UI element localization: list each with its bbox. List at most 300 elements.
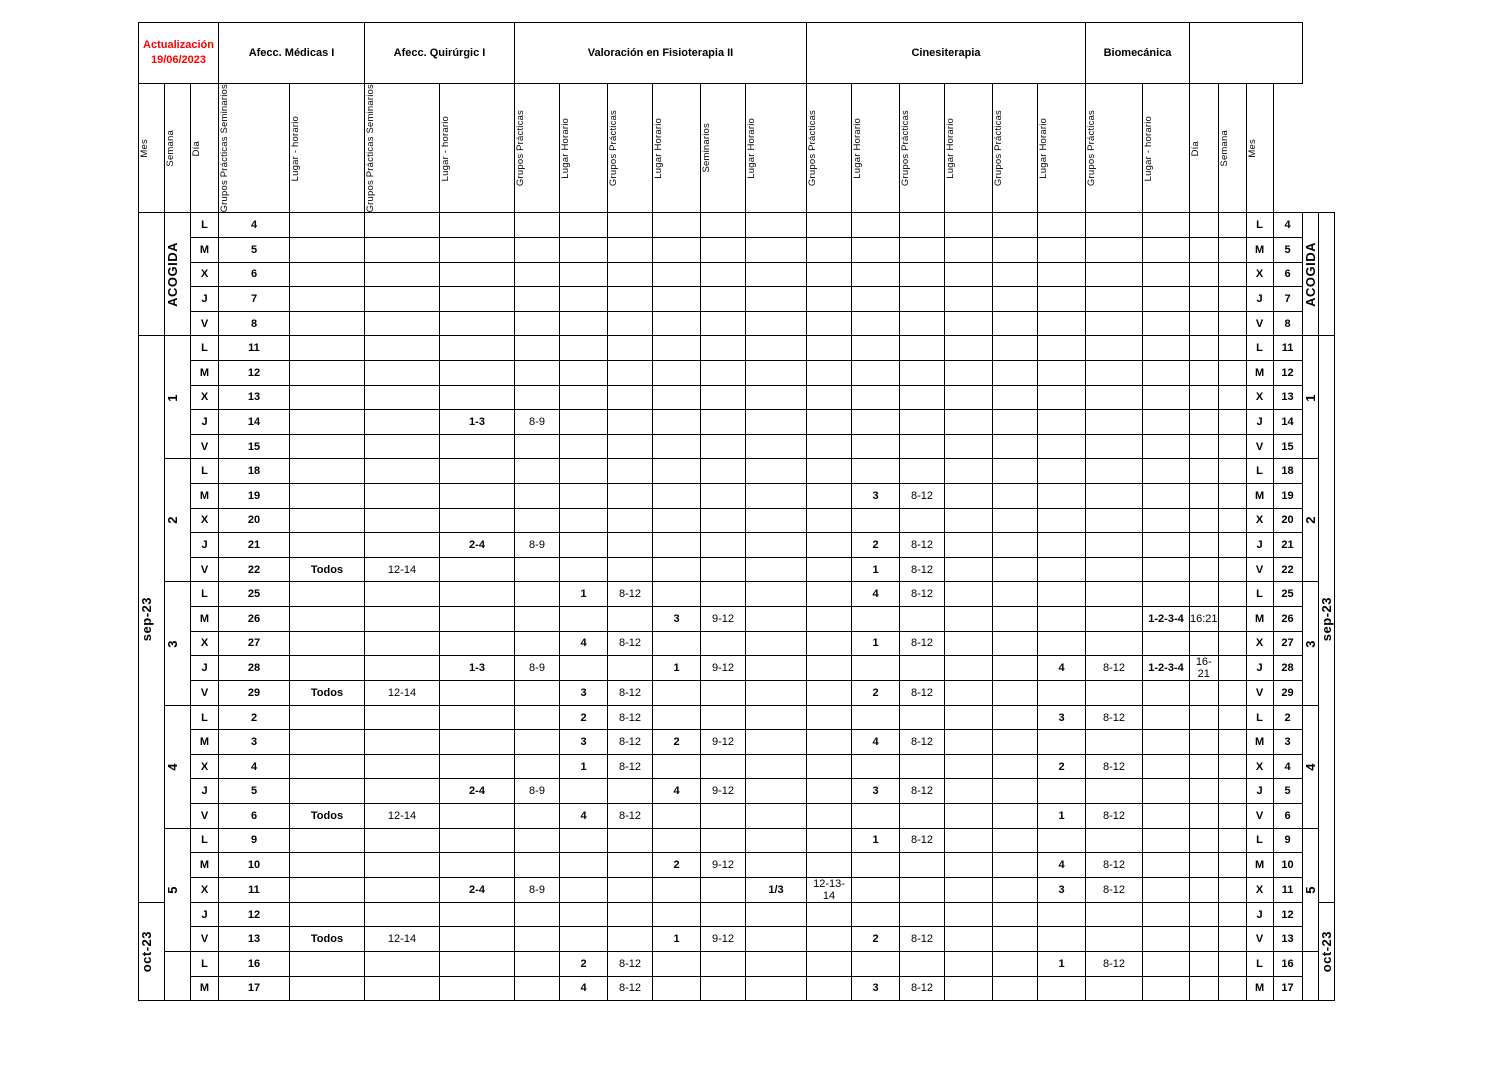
schedule-cell: [807, 311, 852, 336]
col-header-aq-grupos: Grupos Prácticas Seminarios: [365, 84, 440, 213]
schedule-cell: [290, 385, 365, 410]
schedule-cell: 1: [1038, 804, 1086, 829]
schedule-cell: [440, 385, 515, 410]
schedule-cell: [440, 853, 515, 878]
week-label-left: [165, 952, 191, 1001]
schedule-cell: [1038, 976, 1086, 1001]
spacer-cell: [1334, 434, 1335, 459]
schedule-cell: [993, 952, 1038, 977]
schedule-cell: [560, 410, 608, 435]
schedule-cell: [945, 730, 993, 755]
month-label-right: oct-23: [1318, 902, 1334, 1000]
schedule-cell: 8-12: [1086, 754, 1143, 779]
day-number-right: 29: [1273, 681, 1302, 706]
day-number-right: 16: [1273, 952, 1302, 977]
schedule-cell: [746, 828, 807, 853]
schedule-cell: [365, 410, 440, 435]
schedule-cell: [515, 927, 560, 952]
schedule-cell: [365, 902, 440, 927]
schedule-cell: [365, 508, 440, 533]
schedule-cell: [701, 976, 746, 1001]
schedule-cell: 4: [1038, 853, 1086, 878]
schedule-cell: [1190, 360, 1219, 385]
schedule-cell: [993, 213, 1038, 238]
col-header-cin-lugar-1: Lugar Horario: [852, 84, 900, 213]
spacer-cell: [1334, 311, 1335, 336]
schedule-cell: 8-12: [900, 779, 945, 804]
schedule-cell: [1218, 287, 1246, 312]
schedule-cell: 8-12: [608, 582, 653, 607]
schedule-cell: [852, 877, 900, 902]
schedule-cell: [1218, 385, 1246, 410]
schedule-cell: [746, 557, 807, 582]
table-row: [139, 434, 1336, 459]
day-letter-left: L: [191, 952, 219, 977]
schedule-cell: [290, 410, 365, 435]
schedule-cell: [993, 262, 1038, 287]
col-header-cin-grupos-2: Grupos Prácticas: [900, 84, 945, 213]
schedule-cell: [900, 311, 945, 336]
schedule-cell: 3: [1038, 877, 1086, 902]
schedule-cell: [945, 336, 993, 361]
schedule-cell: [1086, 385, 1143, 410]
schedule-cell: [653, 952, 701, 977]
schedule-cell: [653, 976, 701, 1001]
spacer-cell: [1334, 582, 1335, 607]
day-number-left: 11: [219, 336, 290, 361]
schedule-cell: [945, 754, 993, 779]
schedule-cell: [945, 656, 993, 681]
schedule-cell: [993, 508, 1038, 533]
schedule-cell: [807, 631, 852, 656]
schedule-cell: [1143, 902, 1190, 927]
col-header-vf-lugar-1: Lugar Horario: [560, 84, 608, 213]
schedule-cell: [993, 828, 1038, 853]
schedule-cell: [515, 287, 560, 312]
schedule-cell: [560, 927, 608, 952]
schedule-cell: [608, 853, 653, 878]
schedule-cell: 8-12: [1086, 877, 1143, 902]
schedule-cell: [746, 311, 807, 336]
subject-header-empty: [1190, 23, 1303, 84]
day-letter-left: X: [191, 754, 219, 779]
day-number-left: 19: [219, 483, 290, 508]
schedule-cell: [1190, 508, 1219, 533]
schedule-cell: 8-9: [515, 877, 560, 902]
spacer-cell: [1334, 927, 1335, 952]
schedule-cell: [608, 262, 653, 287]
schedule-cell: [1218, 582, 1246, 607]
day-number-left: 12: [219, 902, 290, 927]
schedule-cell: [1218, 508, 1246, 533]
schedule-cell: [290, 730, 365, 755]
schedule-cell: [1190, 853, 1219, 878]
schedule-cell: [945, 779, 993, 804]
schedule-cell: [365, 828, 440, 853]
schedule-cell: [852, 508, 900, 533]
schedule-cell: [515, 311, 560, 336]
schedule-cell: [1218, 434, 1246, 459]
schedule-cell: [807, 582, 852, 607]
academic-calendar-table: [138, 22, 1336, 1001]
schedule-cell: [440, 459, 515, 484]
day-number-left: 12: [219, 360, 290, 385]
schedule-cell: [1190, 213, 1219, 238]
schedule-cell: [807, 238, 852, 263]
day-letter-right: V: [1246, 681, 1273, 706]
schedule-cell: [290, 606, 365, 631]
table-row: [139, 410, 1336, 435]
schedule-cell: [560, 262, 608, 287]
schedule-cell: 2-4: [440, 877, 515, 902]
schedule-cell: [1218, 213, 1246, 238]
schedule-cell: [515, 902, 560, 927]
schedule-cell: [746, 360, 807, 385]
schedule-cell: 8-12: [608, 976, 653, 1001]
schedule-cell: [1218, 459, 1246, 484]
day-number-right: 4: [1273, 754, 1302, 779]
schedule-cell: [440, 952, 515, 977]
schedule-cell: [608, 385, 653, 410]
schedule-cell: 1-3: [440, 656, 515, 681]
day-letter-left: L: [191, 459, 219, 484]
month-label-left: [139, 213, 165, 336]
schedule-cell: [515, 582, 560, 607]
table-row: [139, 533, 1336, 558]
schedule-cell: [515, 705, 560, 730]
schedule-cell: [365, 262, 440, 287]
schedule-cell: [807, 262, 852, 287]
schedule-cell: [1143, 483, 1190, 508]
table-row: [139, 606, 1336, 631]
schedule-cell: [1190, 385, 1219, 410]
schedule-cell: [515, 434, 560, 459]
schedule-cell: [515, 952, 560, 977]
spacer-cell: [1334, 410, 1335, 435]
schedule-cell: [1086, 311, 1143, 336]
day-number-left: 29: [219, 681, 290, 706]
schedule-cell: [807, 336, 852, 361]
schedule-cell: [365, 287, 440, 312]
schedule-cell: [1143, 976, 1190, 1001]
schedule-cell: [701, 877, 746, 902]
subject-header-biomecanica: Biomecánica: [1086, 23, 1190, 84]
schedule-cell: 12-13-14: [807, 877, 852, 902]
schedule-cell: [945, 952, 993, 977]
schedule-cell: [365, 730, 440, 755]
schedule-cell: 2: [852, 681, 900, 706]
schedule-cell: [945, 902, 993, 927]
schedule-cell: [1218, 927, 1246, 952]
table-row: [139, 213, 1336, 238]
schedule-cell: [746, 705, 807, 730]
schedule-cell: [365, 606, 440, 631]
schedule-cell: [807, 287, 852, 312]
schedule-cell: [993, 410, 1038, 435]
schedule-cell: [701, 434, 746, 459]
schedule-cell: [1190, 582, 1219, 607]
schedule-cell: [1218, 779, 1246, 804]
schedule-cell: [1143, 459, 1190, 484]
schedule-cell: [701, 262, 746, 287]
week-label-right: [1302, 952, 1318, 1001]
schedule-cell: [653, 213, 701, 238]
schedule-cell: [900, 238, 945, 263]
schedule-cell: [1038, 779, 1086, 804]
day-letter-right: V: [1246, 434, 1273, 459]
day-letter-left: V: [191, 927, 219, 952]
schedule-cell: 8-12: [1086, 705, 1143, 730]
schedule-cell: [440, 927, 515, 952]
schedule-cell: [1190, 459, 1219, 484]
schedule-cell: [1218, 360, 1246, 385]
schedule-cell: [653, 483, 701, 508]
schedule-cell: [1143, 213, 1190, 238]
schedule-cell: [1218, 681, 1246, 706]
schedule-cell: [993, 606, 1038, 631]
schedule-cell: [1086, 582, 1143, 607]
schedule-cell: 8-12: [900, 976, 945, 1001]
schedule-cell: [1190, 754, 1219, 779]
table-row: [139, 311, 1336, 336]
schedule-cell: [515, 853, 560, 878]
day-letter-left: V: [191, 681, 219, 706]
schedule-cell: [807, 434, 852, 459]
schedule-cell: [852, 656, 900, 681]
schedule-cell: [1086, 606, 1143, 631]
spacer-cell: [1334, 385, 1335, 410]
col-header-dia-left: Día: [191, 84, 219, 213]
day-number-right: 11: [1273, 336, 1302, 361]
day-number-left: 11: [219, 877, 290, 902]
schedule-cell: [746, 754, 807, 779]
week-label-right: 2: [1302, 459, 1318, 582]
schedule-cell: [945, 705, 993, 730]
spacer-cell: [1334, 779, 1335, 804]
schedule-cell: [290, 336, 365, 361]
schedule-cell: [900, 952, 945, 977]
schedule-cell: [900, 459, 945, 484]
schedule-cell: [900, 877, 945, 902]
schedule-cell: [515, 238, 560, 263]
schedule-cell: [1086, 828, 1143, 853]
schedule-cell: 12-14: [365, 557, 440, 582]
table-row: [139, 360, 1336, 385]
schedule-cell: [852, 606, 900, 631]
schedule-cell: [440, 754, 515, 779]
schedule-cell: [608, 606, 653, 631]
calendar-sheet: [0, 22, 1497, 1080]
schedule-cell: [1143, 311, 1190, 336]
schedule-cell: 2: [852, 533, 900, 558]
schedule-cell: [440, 213, 515, 238]
table-row: [139, 557, 1336, 582]
schedule-cell: 12-14: [365, 927, 440, 952]
spacer-cell: [1334, 238, 1335, 263]
schedule-cell: [608, 508, 653, 533]
schedule-cell: 3: [852, 483, 900, 508]
schedule-cell: [365, 582, 440, 607]
schedule-cell: [993, 730, 1038, 755]
day-number-right: 2: [1273, 705, 1302, 730]
schedule-cell: [945, 360, 993, 385]
month-label-left: oct-23: [139, 902, 165, 1000]
schedule-cell: [900, 606, 945, 631]
schedule-cell: 3: [560, 681, 608, 706]
schedule-cell: 8-12: [1086, 656, 1143, 681]
day-number-right: 18: [1273, 459, 1302, 484]
week-label-left: 1: [165, 336, 191, 459]
schedule-cell: [701, 533, 746, 558]
schedule-cell: [746, 287, 807, 312]
schedule-cell: [290, 533, 365, 558]
schedule-cell: [608, 287, 653, 312]
schedule-cell: [1086, 976, 1143, 1001]
schedule-cell: [1218, 902, 1246, 927]
schedule-cell: 8-12: [900, 631, 945, 656]
schedule-cell: [701, 582, 746, 607]
schedule-cell: [746, 434, 807, 459]
schedule-cell: [807, 606, 852, 631]
schedule-cell: [1218, 976, 1246, 1001]
schedule-cell: [515, 508, 560, 533]
schedule-cell: [653, 434, 701, 459]
schedule-cell: [365, 976, 440, 1001]
table-row: [139, 877, 1336, 902]
day-letter-left: V: [191, 804, 219, 829]
schedule-cell: [1143, 705, 1190, 730]
schedule-cell: [653, 754, 701, 779]
schedule-cell: [1143, 853, 1190, 878]
day-number-right: 9: [1273, 828, 1302, 853]
schedule-cell: [1143, 779, 1190, 804]
schedule-cell: [993, 336, 1038, 361]
schedule-cell: [1086, 459, 1143, 484]
schedule-cell: 4: [1038, 656, 1086, 681]
schedule-cell: [1086, 508, 1143, 533]
schedule-cell: 1-2-3-4: [1143, 656, 1190, 681]
table-row: [139, 336, 1336, 361]
schedule-cell: [560, 287, 608, 312]
schedule-cell: [515, 459, 560, 484]
day-number-left: 21: [219, 533, 290, 558]
schedule-cell: 1/3: [746, 877, 807, 902]
table-row: [139, 804, 1336, 829]
schedule-cell: [746, 853, 807, 878]
day-letter-right: V: [1246, 557, 1273, 582]
schedule-cell: [746, 656, 807, 681]
schedule-cell: [945, 557, 993, 582]
schedule-cell: [807, 360, 852, 385]
schedule-cell: [290, 754, 365, 779]
schedule-cell: [1038, 681, 1086, 706]
schedule-cell: [900, 410, 945, 435]
day-letter-right: X: [1246, 262, 1273, 287]
day-letter-right: M: [1246, 238, 1273, 263]
schedule-cell: [852, 804, 900, 829]
schedule-cell: [608, 459, 653, 484]
schedule-cell: [807, 804, 852, 829]
schedule-cell: [993, 533, 1038, 558]
schedule-cell: [515, 483, 560, 508]
schedule-cell: 8-12: [608, 952, 653, 977]
schedule-cell: [746, 213, 807, 238]
schedule-cell: [1038, 557, 1086, 582]
day-number-left: 15: [219, 434, 290, 459]
spacer-cell: [1334, 705, 1335, 730]
schedule-cell: [653, 828, 701, 853]
schedule-cell: [1038, 238, 1086, 263]
schedule-cell: [945, 853, 993, 878]
day-number-right: 12: [1273, 902, 1302, 927]
spacer-cell: [1334, 976, 1335, 1001]
schedule-cell: [1086, 287, 1143, 312]
schedule-cell: [1218, 754, 1246, 779]
schedule-cell: [852, 213, 900, 238]
schedule-cell: [993, 557, 1038, 582]
schedule-cell: [900, 434, 945, 459]
day-letter-right: M: [1246, 976, 1273, 1001]
schedule-cell: [1218, 410, 1246, 435]
day-number-right: 17: [1273, 976, 1302, 1001]
day-number-right: 6: [1273, 262, 1302, 287]
schedule-cell: Todos: [290, 927, 365, 952]
schedule-cell: [1143, 681, 1190, 706]
schedule-cell: [515, 631, 560, 656]
schedule-cell: [945, 508, 993, 533]
schedule-cell: [993, 360, 1038, 385]
schedule-cell: [807, 483, 852, 508]
schedule-cell: 1-2-3-4: [1143, 606, 1190, 631]
schedule-cell: [290, 877, 365, 902]
schedule-cell: [900, 656, 945, 681]
week-label-right: ACOGIDA: [1302, 213, 1318, 336]
schedule-cell: 9-12: [701, 779, 746, 804]
schedule-cell: [1086, 410, 1143, 435]
schedule-cell: [1038, 410, 1086, 435]
schedule-cell: [701, 828, 746, 853]
table-row: [139, 238, 1336, 263]
schedule-cell: Todos: [290, 681, 365, 706]
col-header-vf-grupos-2: Grupos Prácticas: [608, 84, 653, 213]
schedule-cell: [1038, 582, 1086, 607]
schedule-cell: [608, 927, 653, 952]
day-number-left: 26: [219, 606, 290, 631]
schedule-cell: [746, 952, 807, 977]
schedule-cell: [746, 927, 807, 952]
schedule-cell: 8-9: [515, 410, 560, 435]
schedule-cell: [1086, 262, 1143, 287]
schedule-cell: [993, 656, 1038, 681]
schedule-cell: [1218, 804, 1246, 829]
day-letter-right: L: [1246, 705, 1273, 730]
schedule-cell: [440, 311, 515, 336]
schedule-cell: [560, 311, 608, 336]
day-letter-left: M: [191, 360, 219, 385]
col-header-vf-seminarios: Seminarios: [701, 84, 746, 213]
schedule-cell: [807, 853, 852, 878]
schedule-cell: [1086, 927, 1143, 952]
schedule-cell: [608, 213, 653, 238]
schedule-cell: [608, 336, 653, 361]
schedule-cell: [746, 976, 807, 1001]
schedule-cell: [701, 287, 746, 312]
schedule-cell: [440, 606, 515, 631]
schedule-cell: 8-12: [900, 483, 945, 508]
schedule-cell: [852, 902, 900, 927]
schedule-cell: [365, 311, 440, 336]
schedule-cell: [746, 238, 807, 263]
